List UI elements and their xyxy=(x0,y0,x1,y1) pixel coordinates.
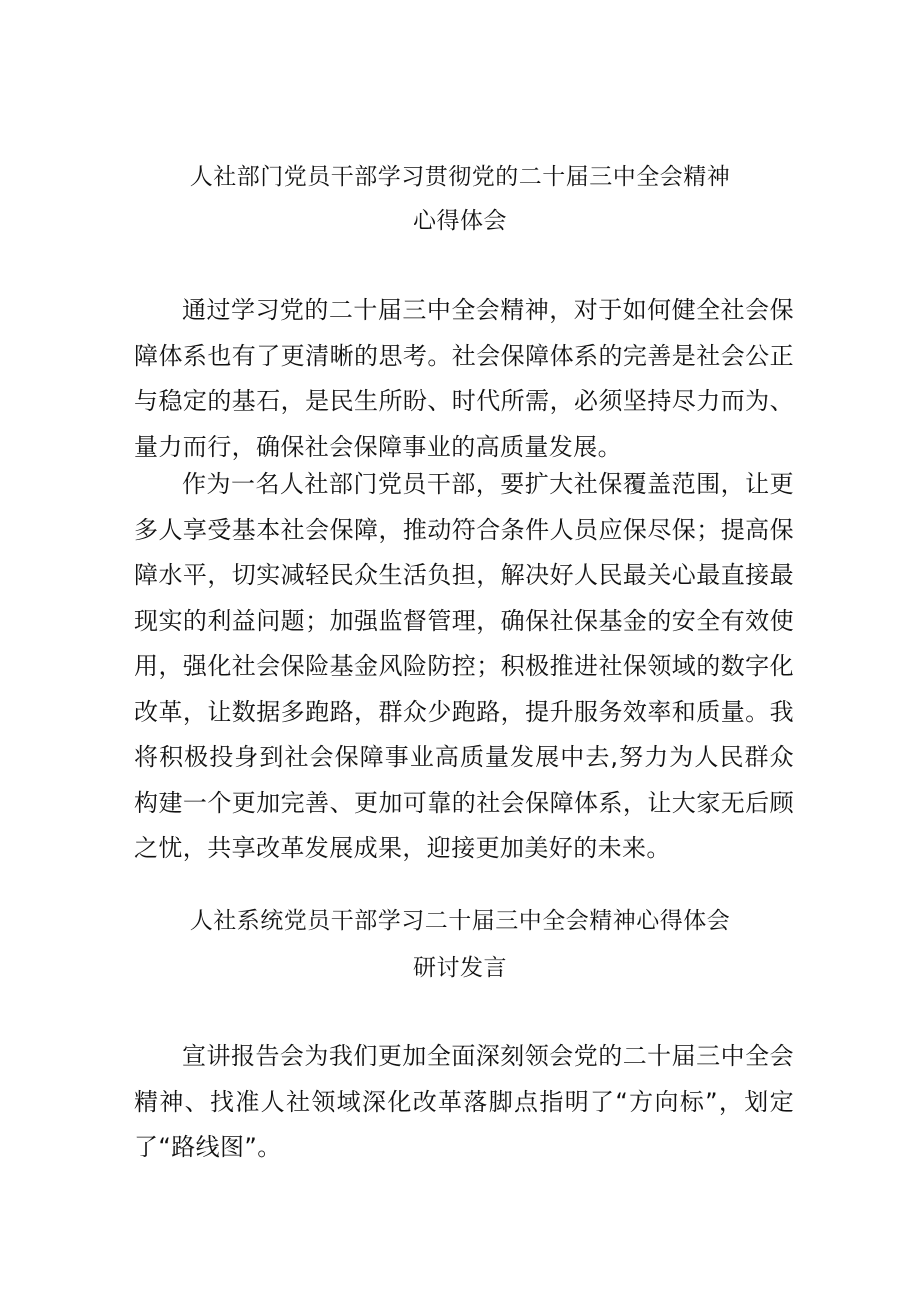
section2-title-line1: 人社系统党员干部学习二十届三中全会精神心得体会 xyxy=(189,908,731,934)
section1-title-line2: 心得体会 xyxy=(413,208,507,234)
section2-title-line2: 研讨发言 xyxy=(413,955,507,981)
section1-paragraph-2: 作为一名人社部门党员干部，要扩大社保覆盖范围，让更多人享受基本社会保障，推动符合条件人员应保尽保；提高保障水平，切实减轻民众生活负担，解决好人民最关心最直接最现实的利益问题；加强监督管理，确保社保基金的安全有效使用，强化社会保险基金风险防控；积极推进社保领域的数字化改革，让数据多跑路，群众少跑路，提升服务效率和质量。我将积极投身到社会保障事业高质量发展中去,努力为人民群众构建一个更加完善、更加可靠的社会保障体系，让大家无后顾之忧，共享改革发展成果，迎接更加美好的未来。 xyxy=(134,470,794,862)
section1-title-line1: 人社部门党员干部学习贯彻党的二十届三中全会精神 xyxy=(189,164,731,190)
section2-paragraph-1: 宣讲报告会为我们更加全面深刻领会党的二十届三中全会精神、找准人社领域深化改革落脚点指明了“方向标”，划定了“路线图”。 xyxy=(134,1042,794,1161)
section1-paragraph-1: 通过学习党的二十届三中全会精神，对于如何健全社会保障体系也有了更清晰的思考。社会保障体系的完善是社会公正与稳定的基石，是民生所盼、时代所需，必须坚持尽力而为、量力而行，确保社会保障事业的高质量发展。 xyxy=(134,296,794,461)
